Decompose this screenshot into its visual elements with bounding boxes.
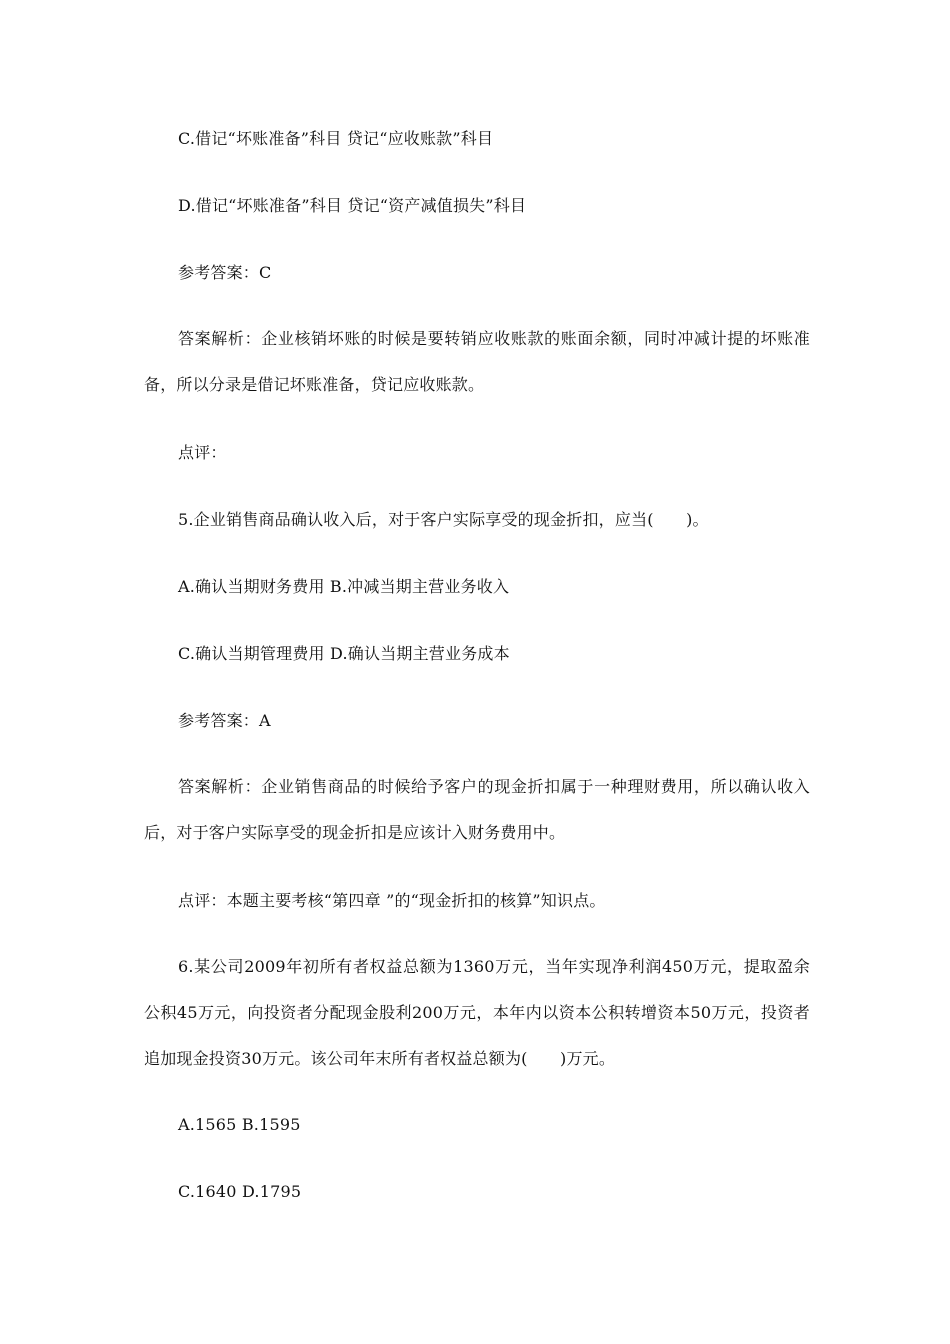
- q4-option-d: D.借记“坏账准备”科目 贷记“资产减值损失”科目: [178, 196, 527, 215]
- q5-options-ab: A.确认当期财务费用 B.冲减当期主营业务收入: [178, 577, 510, 596]
- q5-options-cd: C.确认当期管理费用 D.确认当期主营业务成本: [178, 644, 510, 663]
- q6-options-cd: C.1640 D.1795: [178, 1182, 302, 1201]
- q5-answer: 参考答案：A: [178, 711, 271, 730]
- q5-comment: 点评：本题主要考核“第四章 ”的“现金折扣的核算”知识点。: [178, 891, 606, 910]
- q4-comment: 点评：: [178, 443, 227, 462]
- q4-option-c: C.借记“坏账准备”科目 贷记“应收账款”科目: [178, 129, 494, 148]
- q4-analysis: 答案解析：企业核销坏账的时候是要转销应收账款的账面余额，同时冲减计提的坏账准备，所以分录是借记坏账准备，贷记应收账款。: [144, 329, 810, 394]
- q5-question: 5.企业销售商品确认收入后，对于客户实际享受的现金折扣，应当( )。: [178, 510, 709, 529]
- q6-options-ab: A.1565 B.1595: [178, 1115, 301, 1134]
- q5-analysis: 答案解析：企业销售商品的时候给予客户的现金折扣属于一种理财费用，所以确认收入后，对于客户实际享受的现金折扣是应该计入财务费用中。: [144, 777, 810, 842]
- q4-answer: 参考答案：C: [178, 263, 272, 282]
- q6-question: 6.某公司2009年初所有者权益总额为1360万元，当年实现净利润450万元，提取盈余公积45万元，向投资者分配现金股利200万元，本年内以资本公积转增资本50万元，投资者追加现金投资30万元。该公司年末所有者权益总额为( )万元。: [144, 957, 810, 1068]
